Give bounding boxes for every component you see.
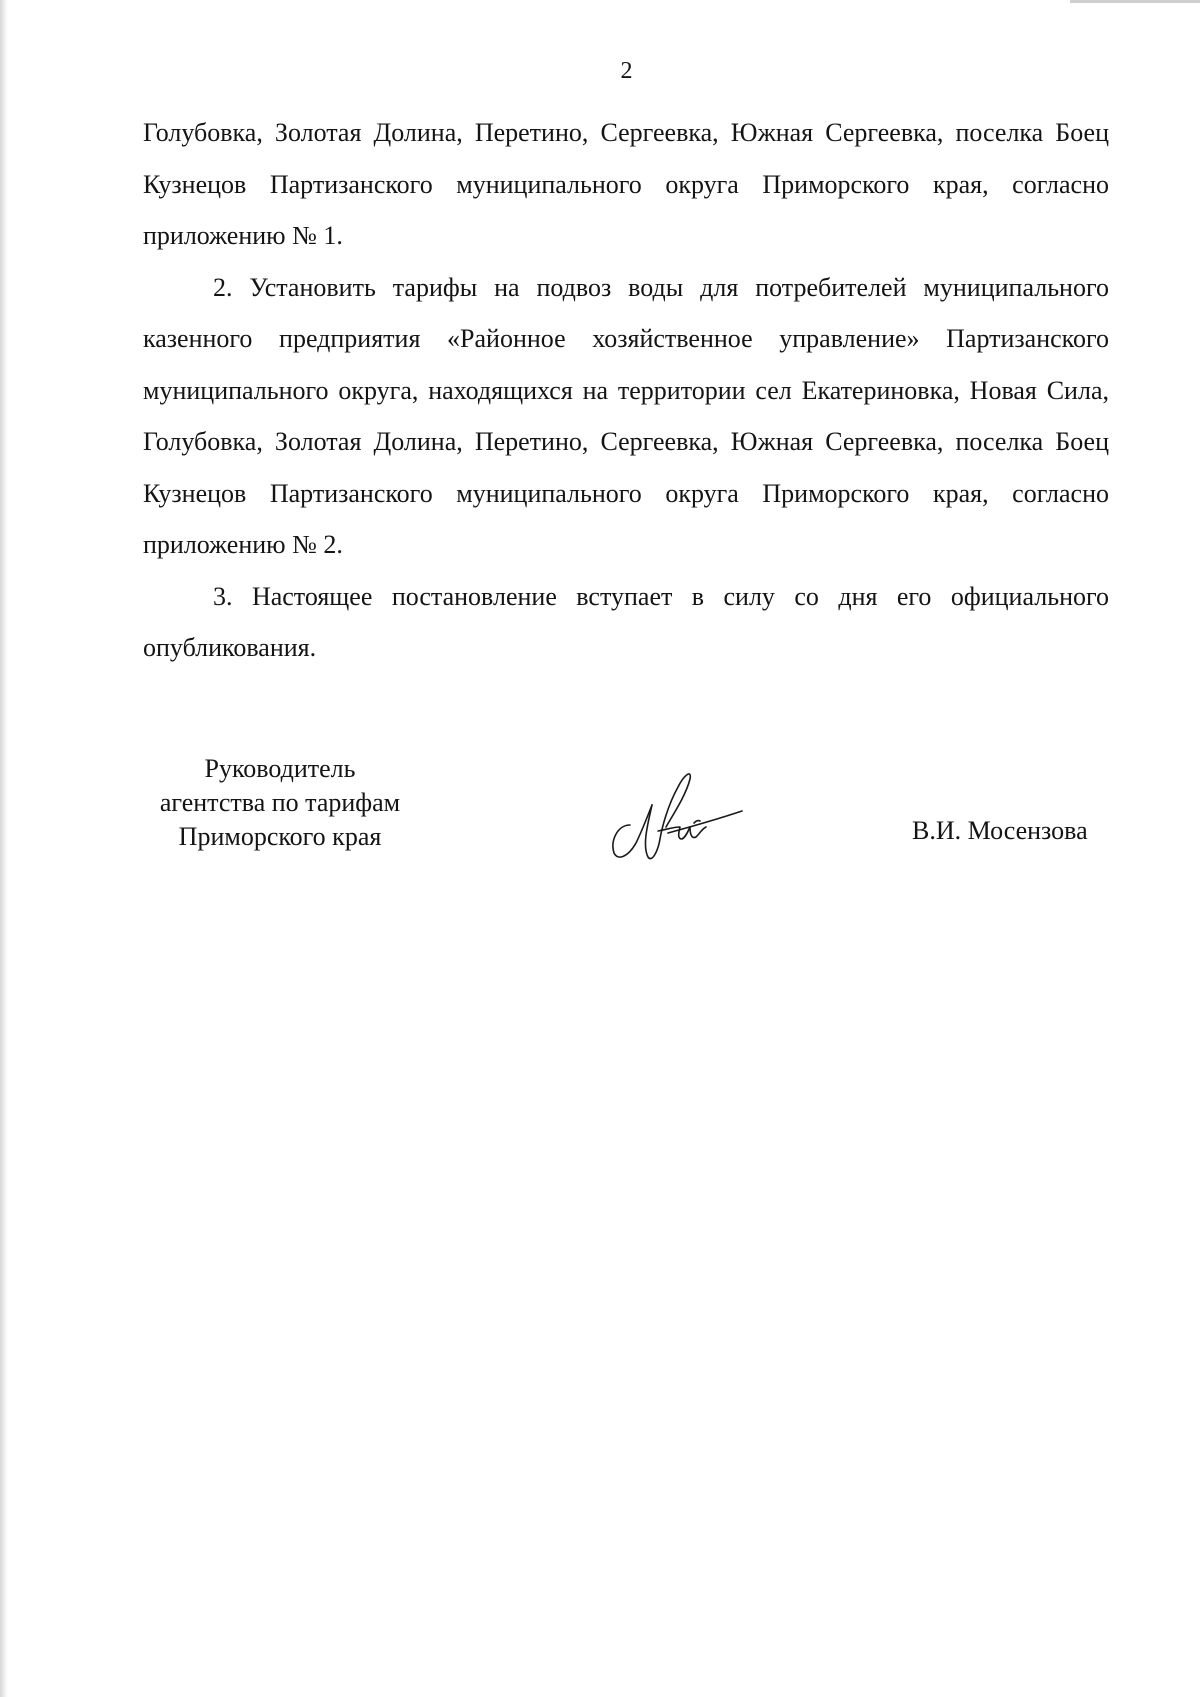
signer-position-line-3: Приморского края — [178, 822, 382, 851]
signer-name: В.И. Мосензова — [912, 816, 1088, 845]
handwritten-signature-icon — [608, 765, 748, 865]
signer-position-line-2: агентства по тарифам — [159, 788, 401, 817]
signer-position-line-1: Руководитель — [204, 754, 356, 783]
signer-position — [140, 752, 420, 854]
paragraph-continuation: Голубовка, Золотая Долина, Перетино, Сергеевка, Южная Сергеевка, поселка Боец Кузнецов Партизанского муниципального округа Приморского края, согласно приложению № 1. — [143, 118, 1109, 250]
page-number: 2 — [620, 58, 633, 84]
paragraph-3: 3. Настоящее постановление вступает в силу со дня его официального опубликования. — [143, 581, 1109, 662]
scan-top-edge — [1070, 0, 1200, 3]
paragraph-2: 2. Установить тарифы на подвоз воды для потребителей муниципального казенного предприятия «Районное хозяйственное управление» Партизанского муниципального округа, находящихся на территории сел Екатериновка, Новая Сила, Голубовка, Золотая Долина, Перетино, Сергеевка, Южная Сергеевка, поселка Боец Кузнецов Партизанского муниципального округа Приморского края, согласно приложению № 2. — [143, 272, 1109, 559]
document-body — [143, 107, 1109, 674]
scan-page-edge — [0, 0, 8, 1697]
